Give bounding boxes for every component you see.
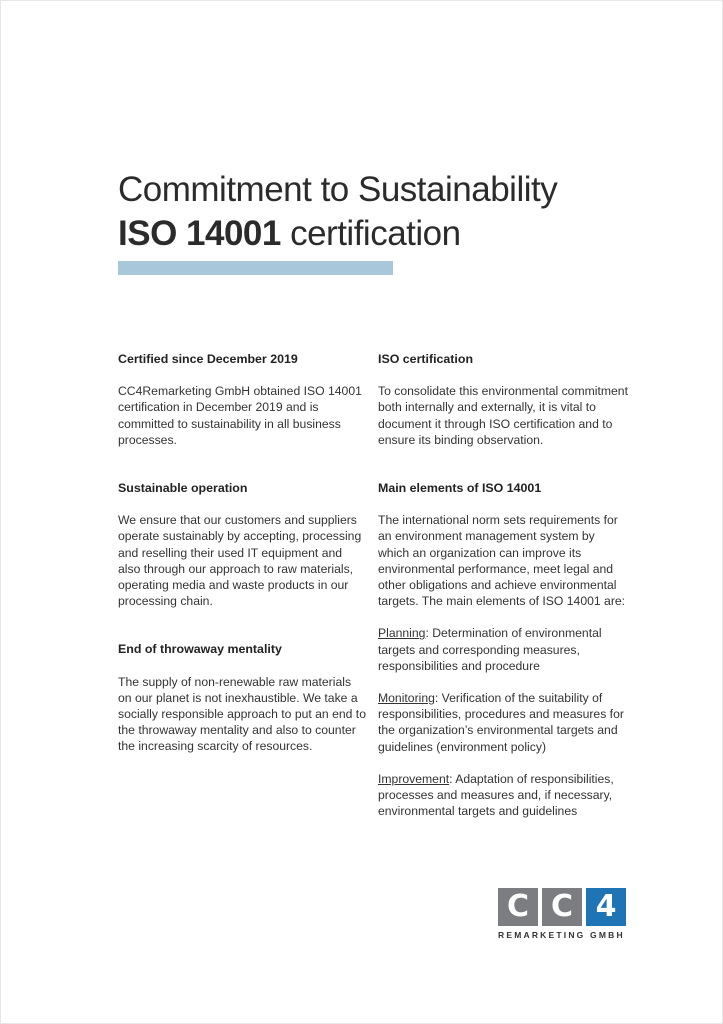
company-logo [498,888,638,944]
logo-tile-c-first: C [498,888,538,926]
logo-tile-c-second: C [542,888,582,926]
element-desc-improvement: : Adaptation of responsibilities, processes and measures and, if necessary, environmental targets and guidelines [378,771,614,819]
section-text-main-elements: The international norm sets requirements for an environment management system by which an organization can improve its environmental performance, meet legal and other obligations and achieve environmental targets. The main elements of ISO 14001 are: [378,513,626,609]
section-heading-iso-certification: ISO certification [378,352,474,366]
title-iso-bold: ISO 14001 [118,214,281,253]
page-title [118,168,638,256]
section-text-iso-certification: To consolidate this environmental commitment both internally and externally, it is vital to document it through ISO certification and to ensure its binding observation. [378,384,628,447]
element-item-improvement [378,771,628,820]
section-text-certified: CC4Remarketing GmbH obtained ISO 14001 certification in December 2019 and is committed to sustainability in all business processes. [118,384,362,447]
logo-tiles [498,888,638,926]
element-term-planning: Planning [378,626,426,641]
section-heading-sustainable-operation: Sustainable operation [118,481,248,496]
section-heading-throwaway: End of throwaway mentality [118,642,282,657]
element-desc-planning: : Determination of environmental targets and corresponding measures, responsibilities and procedure [378,626,602,673]
element-item-monitoring [378,690,628,755]
left-column [118,351,366,755]
logo-tile-four: 4 [586,888,626,926]
right-column [378,351,628,819]
title-line-2 [118,212,638,256]
section-heading-certified: Certified since December 2019 [118,352,298,366]
title-certification: certification [280,214,461,253]
section-heading-main-elements: Main elements of ISO 14001 [378,481,542,496]
element-term-monitoring: Monitoring [378,691,435,706]
logo-subtitle: REMARKETING GMBH [498,930,625,940]
accent-bar [118,261,393,275]
element-desc-monitoring: : Verification of the suitability of responsibilities, procedures and measures for the organization’s environmental targets and guidelines (environment policy) [378,691,624,754]
section-text-sustainable-operation: We ensure that our customers and suppliers operate sustainably by accepting, processing and reselling their used IT equipment and also through our approach to raw materials, operating media and waste products in our processing chain. [118,513,362,609]
section-text-throwaway: The supply of non-renewable raw materials on our planet is not inexhaustible. We take a socially responsible approach to put an end to the throwaway mentality and also to counter the increasing scarcity of resources. [118,674,366,754]
element-item-planning [378,625,628,674]
title-line-1: Commitment to Sustainability [118,170,558,209]
element-term-improvement: Improvement [378,771,450,786]
